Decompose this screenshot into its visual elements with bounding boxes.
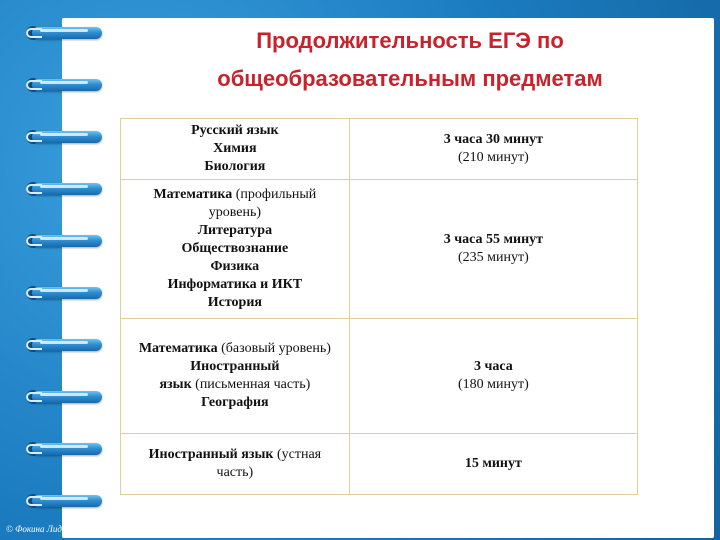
subject-line bbox=[123, 276, 347, 294]
subject-note: уровень) bbox=[208, 205, 261, 220]
subject-name: Иностранный bbox=[190, 359, 280, 374]
subject-name: Биология bbox=[204, 159, 266, 174]
slide-title bbox=[160, 22, 660, 98]
subject-line bbox=[123, 158, 347, 176]
subject-line bbox=[123, 140, 347, 158]
subject-line bbox=[123, 240, 347, 258]
subject-name: Физика bbox=[210, 259, 260, 274]
subject-note: (базовый уровень) bbox=[217, 341, 331, 356]
subject-name: язык bbox=[159, 377, 192, 392]
subject-line bbox=[123, 376, 347, 394]
subject-line bbox=[123, 464, 347, 482]
subject-name: История bbox=[207, 295, 262, 310]
spiral-ring-icon bbox=[26, 128, 104, 146]
subject-note: (письменная часть) bbox=[191, 377, 311, 392]
subject-name: Математика bbox=[138, 341, 218, 356]
exam-duration-table bbox=[120, 118, 638, 495]
duration-minutes: (235 минут) bbox=[457, 250, 529, 265]
subject-name: География bbox=[201, 395, 269, 410]
subject-note: (устная bbox=[273, 447, 322, 462]
subject-name: Обществознание bbox=[181, 241, 289, 256]
spiral-ring-icon bbox=[26, 440, 104, 458]
spiral-ring-icon bbox=[26, 232, 104, 250]
subject-note: часть) bbox=[216, 465, 254, 480]
subject-line bbox=[123, 358, 347, 376]
subject-name: Информатика и ИКТ bbox=[167, 277, 303, 292]
subject-line bbox=[123, 340, 347, 358]
duration-main: 15 минут bbox=[464, 456, 522, 471]
spiral-ring-icon bbox=[26, 76, 104, 94]
subject-line bbox=[123, 258, 347, 276]
subject-line bbox=[123, 294, 347, 312]
table-row bbox=[121, 434, 638, 495]
author-credit: © Фокина Лидия Петровна bbox=[6, 524, 112, 534]
duration-cell bbox=[349, 319, 637, 434]
subject-name: Математика bbox=[153, 187, 233, 202]
duration-cell bbox=[349, 434, 637, 495]
subject-name: Литература bbox=[197, 223, 273, 238]
subject-line bbox=[123, 122, 347, 140]
spiral-ring-icon bbox=[26, 492, 104, 510]
subject-line bbox=[123, 186, 347, 204]
subject-name: Химия bbox=[213, 141, 257, 156]
duration-minutes: (210 минут) bbox=[457, 150, 529, 165]
duration-main: 3 часа bbox=[473, 359, 513, 374]
subject-note: (профильный bbox=[232, 187, 317, 202]
subject-line bbox=[123, 446, 347, 464]
duration-cell bbox=[349, 180, 637, 319]
spiral-ring-icon bbox=[26, 336, 104, 354]
duration-minutes: (180 минут) bbox=[457, 377, 529, 392]
slide-title-line-1: Продолжительность ЕГЭ по bbox=[256, 28, 564, 53]
spiral-ring-icon bbox=[26, 24, 104, 42]
subjects-cell bbox=[121, 434, 350, 495]
duration-main: 3 часа 55 минут bbox=[443, 232, 544, 247]
spiral-ring-icon bbox=[26, 388, 104, 406]
subjects-cell bbox=[121, 119, 350, 180]
duration-main: 3 часа 30 минут bbox=[443, 132, 544, 147]
table-row bbox=[121, 319, 638, 434]
table-row bbox=[121, 119, 638, 180]
subjects-cell bbox=[121, 319, 350, 434]
subject-name: Русский язык bbox=[191, 123, 279, 138]
subject-name: Иностранный язык bbox=[148, 447, 274, 462]
subject-line bbox=[123, 394, 347, 412]
subject-line bbox=[123, 222, 347, 240]
spiral-binding bbox=[0, 0, 110, 540]
duration-cell bbox=[349, 119, 637, 180]
table-row bbox=[121, 180, 638, 319]
subject-line bbox=[123, 204, 347, 222]
spiral-ring-icon bbox=[26, 284, 104, 302]
slide-title-line-2: общеобразовательным предметам bbox=[217, 66, 603, 91]
spiral-ring-icon bbox=[26, 180, 104, 198]
subjects-cell bbox=[121, 180, 350, 319]
